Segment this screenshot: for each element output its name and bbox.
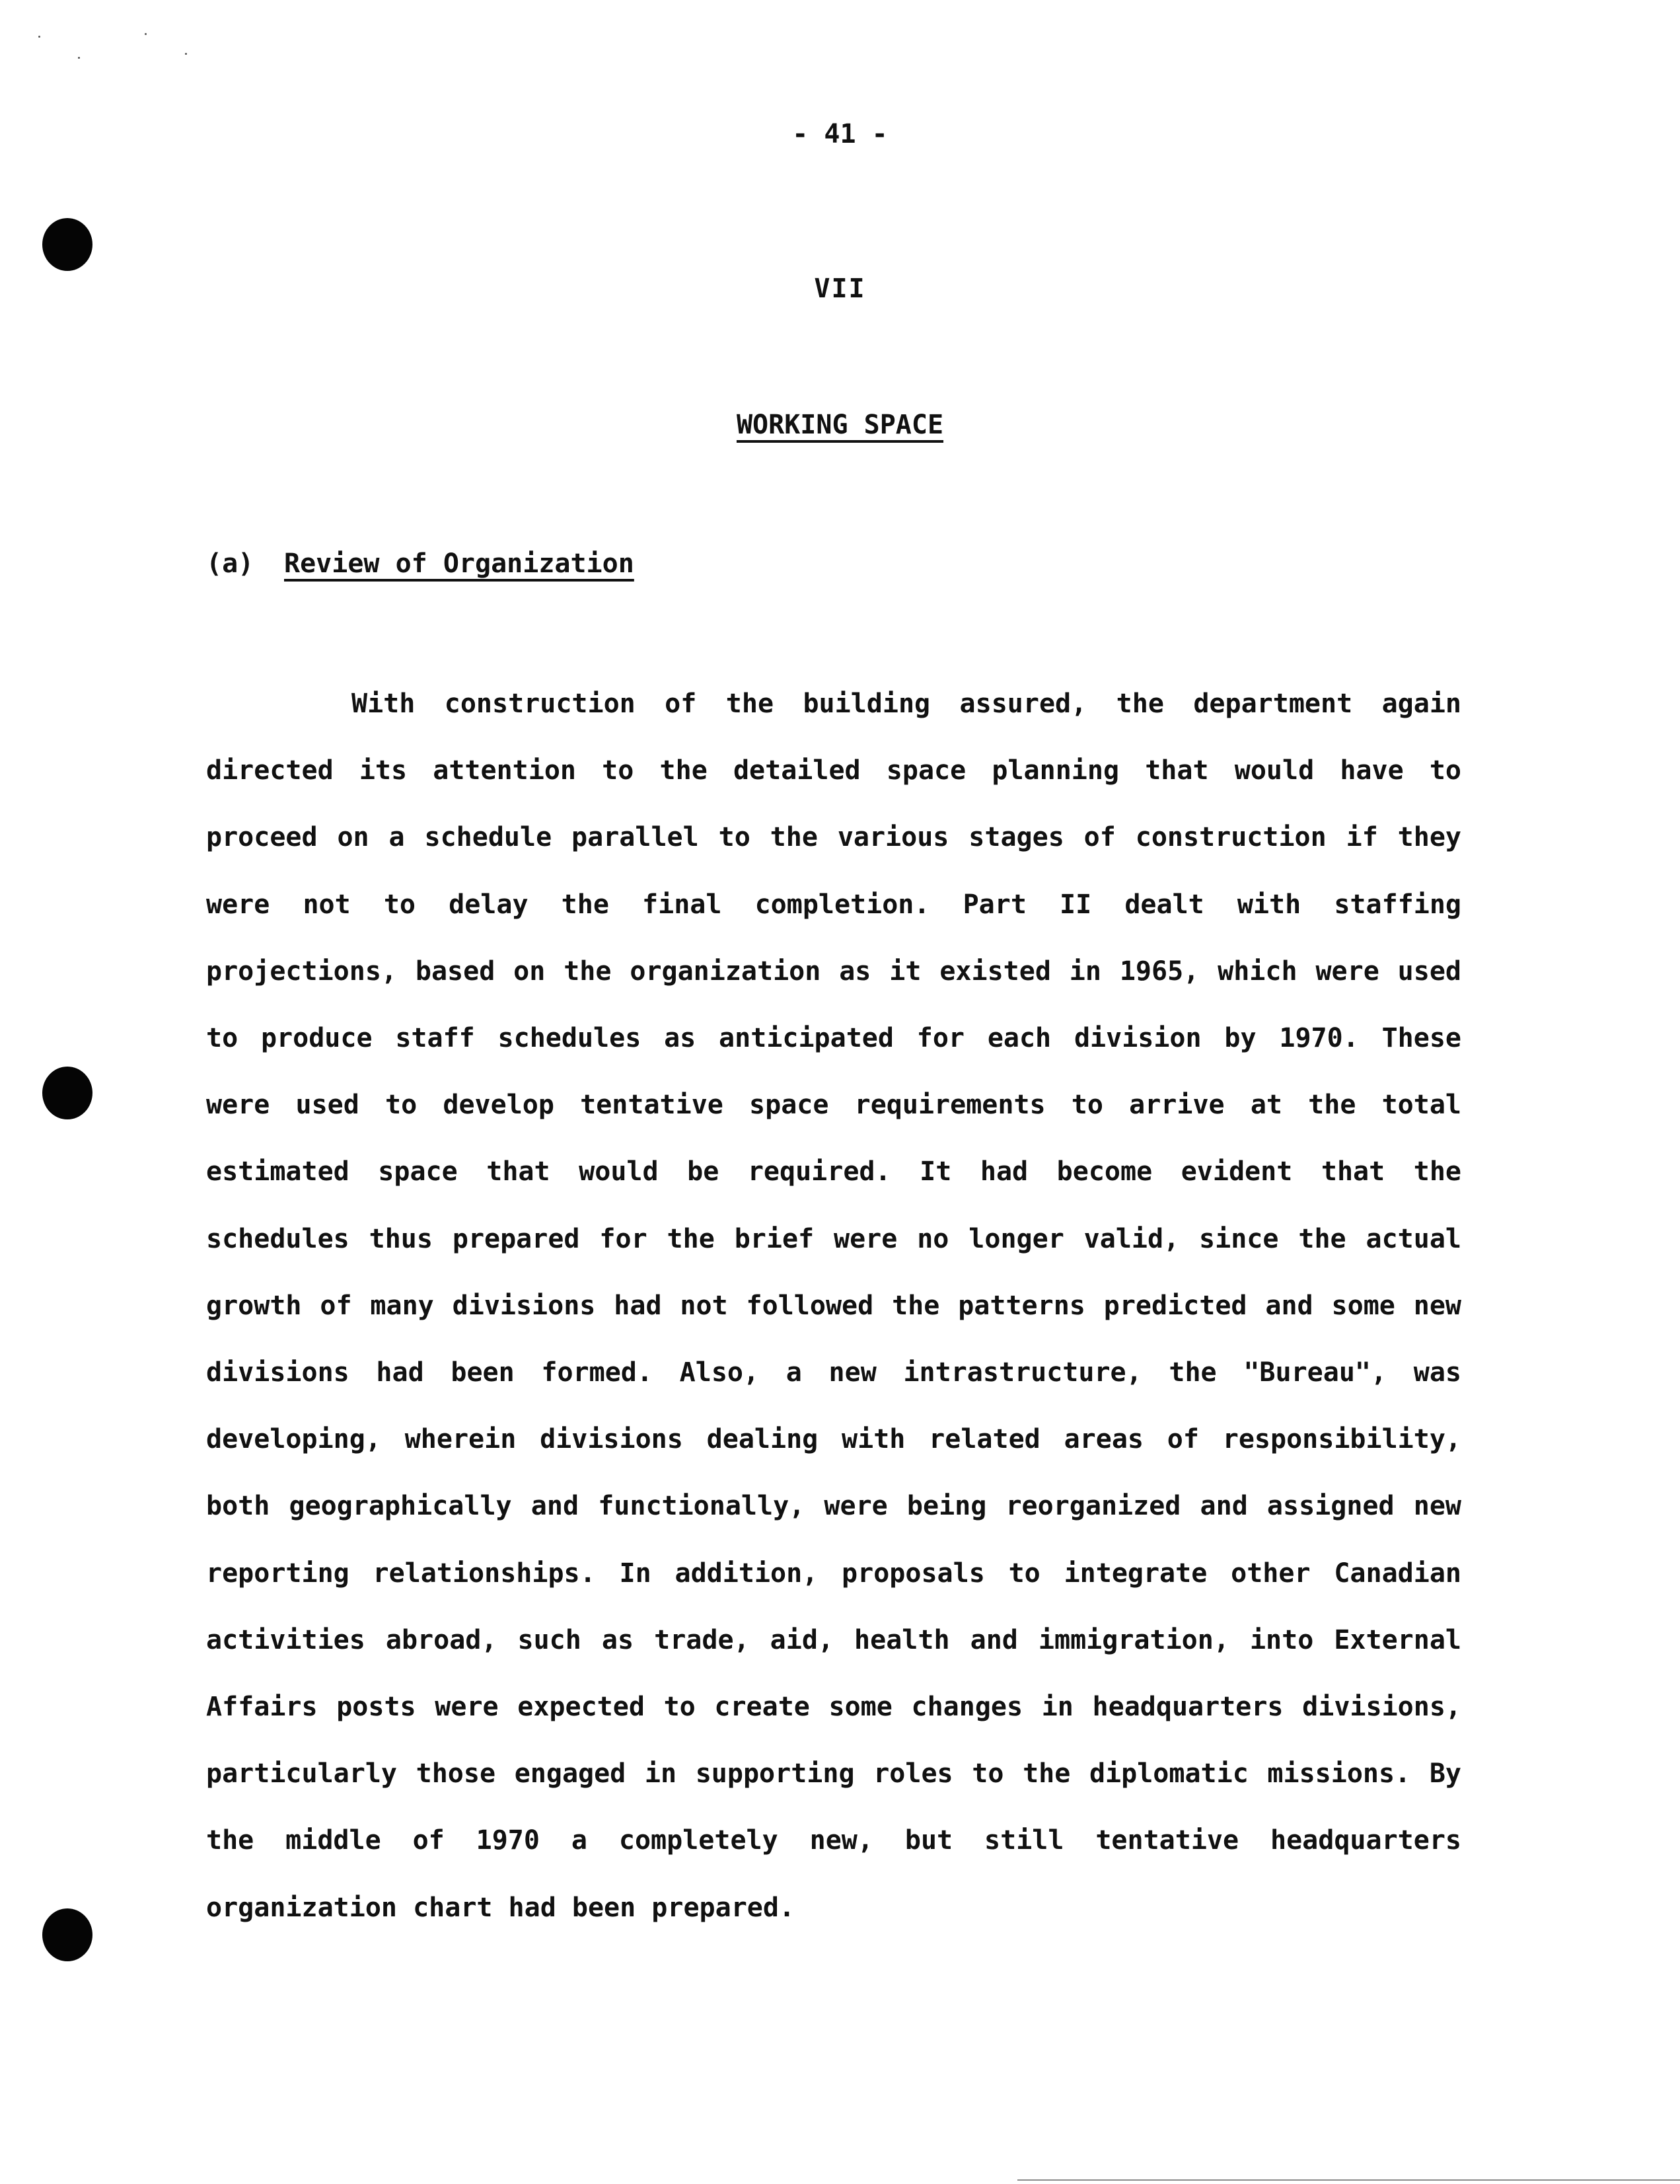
punch-hole-top — [42, 218, 92, 271]
subsection-header — [206, 548, 634, 579]
punch-hole-bottom — [42, 1908, 92, 1961]
punch-hole-middle — [42, 1067, 92, 1119]
bottom-edge-rule — [1017, 2179, 1680, 2181]
subsection-label: (a) — [206, 548, 254, 579]
scan-speck — [38, 36, 40, 38]
section-number: VII — [814, 274, 866, 304]
scan-speck — [145, 33, 147, 35]
scan-speck — [185, 53, 187, 55]
section-title — [0, 410, 1680, 440]
subsection-heading: Review of Organization — [284, 548, 634, 579]
section-title-text: WORKING SPACE — [736, 410, 944, 440]
page-number: - 41 - — [792, 119, 888, 149]
body-paragraph: With construction of the building assured, the department again directed its attention to the detailed space planning that would have to proceed on a schedule parallel to the various stages of construction if they were not to delay the final completion. Part II dealt with staffing projections, based on the organization as it existed in 1965, which were used to produce staff schedules as anticipated for each division by 1970. These were used to develop tentative space requirements to arrive at the total estimated space that would be required. It had become evident that the schedules thus prepared for the brief were no longer valid, since the actual growth of many divisions had not followed the patterns predicted and some new divisions had been formed. Also, a new intrastructure, the "Bureau", was developing, wherein divisions dealing with related areas of responsibility, both geographically and functionally, were being reorganized and assigned new reporting relationships. In addition, proposals to integrate other Canadian activities abroad, such as trade, aid, health and immigration, into External Affairs posts were expected to create some changes in headquarters divisions, particularly those engaged in supporting roles to the diplomatic missions. By the middle of 1970 a completely new, but still tentative headquarters organization chart had been prepared. — [206, 689, 1461, 1923]
scan-speck — [78, 57, 80, 59]
